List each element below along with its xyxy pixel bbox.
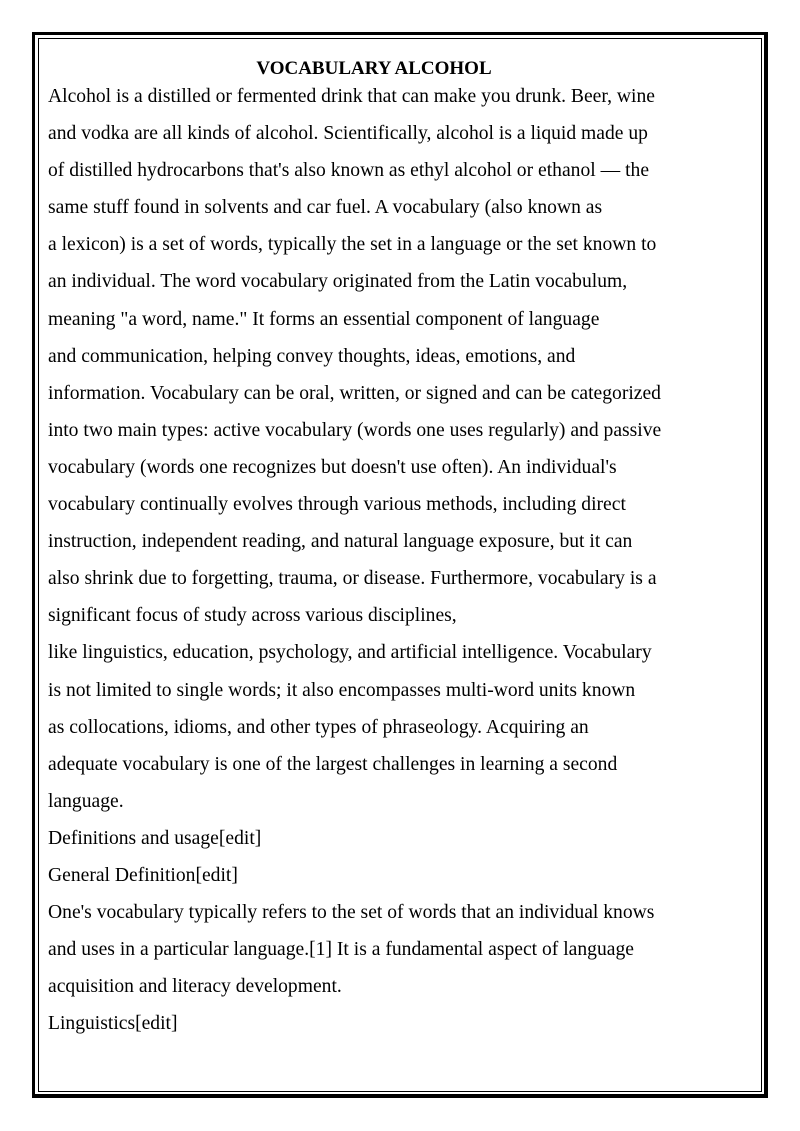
document-body: [48, 56, 738, 1042]
paragraph-intro: [48, 78, 738, 820]
text-line: into two main types: active vocabulary (words one uses regularly) and passive: [48, 419, 662, 441]
document-title: VOCABULARY ALCOHOL: [256, 58, 492, 79]
text-line: also shrink due to forgetting, trauma, or disease. Furthermore, vocabulary is a: [48, 568, 657, 590]
text-line: a lexicon) is a set of words, typically the set in a language or the set known to: [48, 234, 657, 256]
text-line: language.: [48, 790, 124, 812]
text-line: instruction, independent reading, and natural language exposure, but it can: [48, 531, 633, 553]
text-line: Alcohol is a distilled or fermented drink that can make you drunk. Beer, wine: [48, 86, 655, 107]
text-line: is not limited to single words; it also encompasses multi-word units known: [48, 679, 636, 701]
text-line: as collocations, idioms, and other types of phraseology. Acquiring an: [48, 716, 589, 738]
heading-general-definition: General Definition[edit]: [48, 864, 238, 886]
text-line: vocabulary continually evolves through various methods, including direct: [48, 494, 626, 516]
text-line: adequate vocabulary is one of the largest challenges in learning a second: [48, 753, 618, 775]
text-line: and vodka are all kinds of alcohol. Scientifically, alcohol is a liquid made up: [48, 123, 648, 145]
text-line: acquisition and literacy development.: [48, 976, 342, 998]
text-line: same stuff found in solvents and car fuel. A vocabulary (also known as: [48, 197, 603, 219]
text-line: an individual. The word vocabulary originated from the Latin vocabulum,: [48, 271, 628, 293]
text-line: One's vocabulary typically refers to the set of words that an individual knows: [48, 902, 655, 924]
text-line: like linguistics, education, psychology, and artificial intelligence. Vocabulary: [48, 642, 652, 664]
text-line: meaning "a word, name." It forms an essential component of language: [48, 308, 600, 330]
text-line: vocabulary (words one recognizes but doesn't use often). An individual's: [48, 456, 617, 478]
heading-definitions-and-usage: Definitions and usage[edit]: [48, 827, 262, 849]
heading-linguistics: Linguistics[edit]: [48, 1013, 178, 1035]
paragraph-general-definition: [48, 894, 738, 1005]
text-line: information. Vocabulary can be oral, written, or signed and can be categorized: [48, 382, 661, 404]
text-line: and communication, helping convey thoughts, ideas, emotions, and: [48, 345, 576, 367]
text-line: of distilled hydrocarbons that's also known as ethyl alcohol or ethanol — the: [48, 160, 650, 182]
text-line: significant focus of study across various disciplines,: [48, 605, 457, 627]
text-line: and uses in a particular language.[1] It is a fundamental aspect of language: [48, 939, 634, 961]
